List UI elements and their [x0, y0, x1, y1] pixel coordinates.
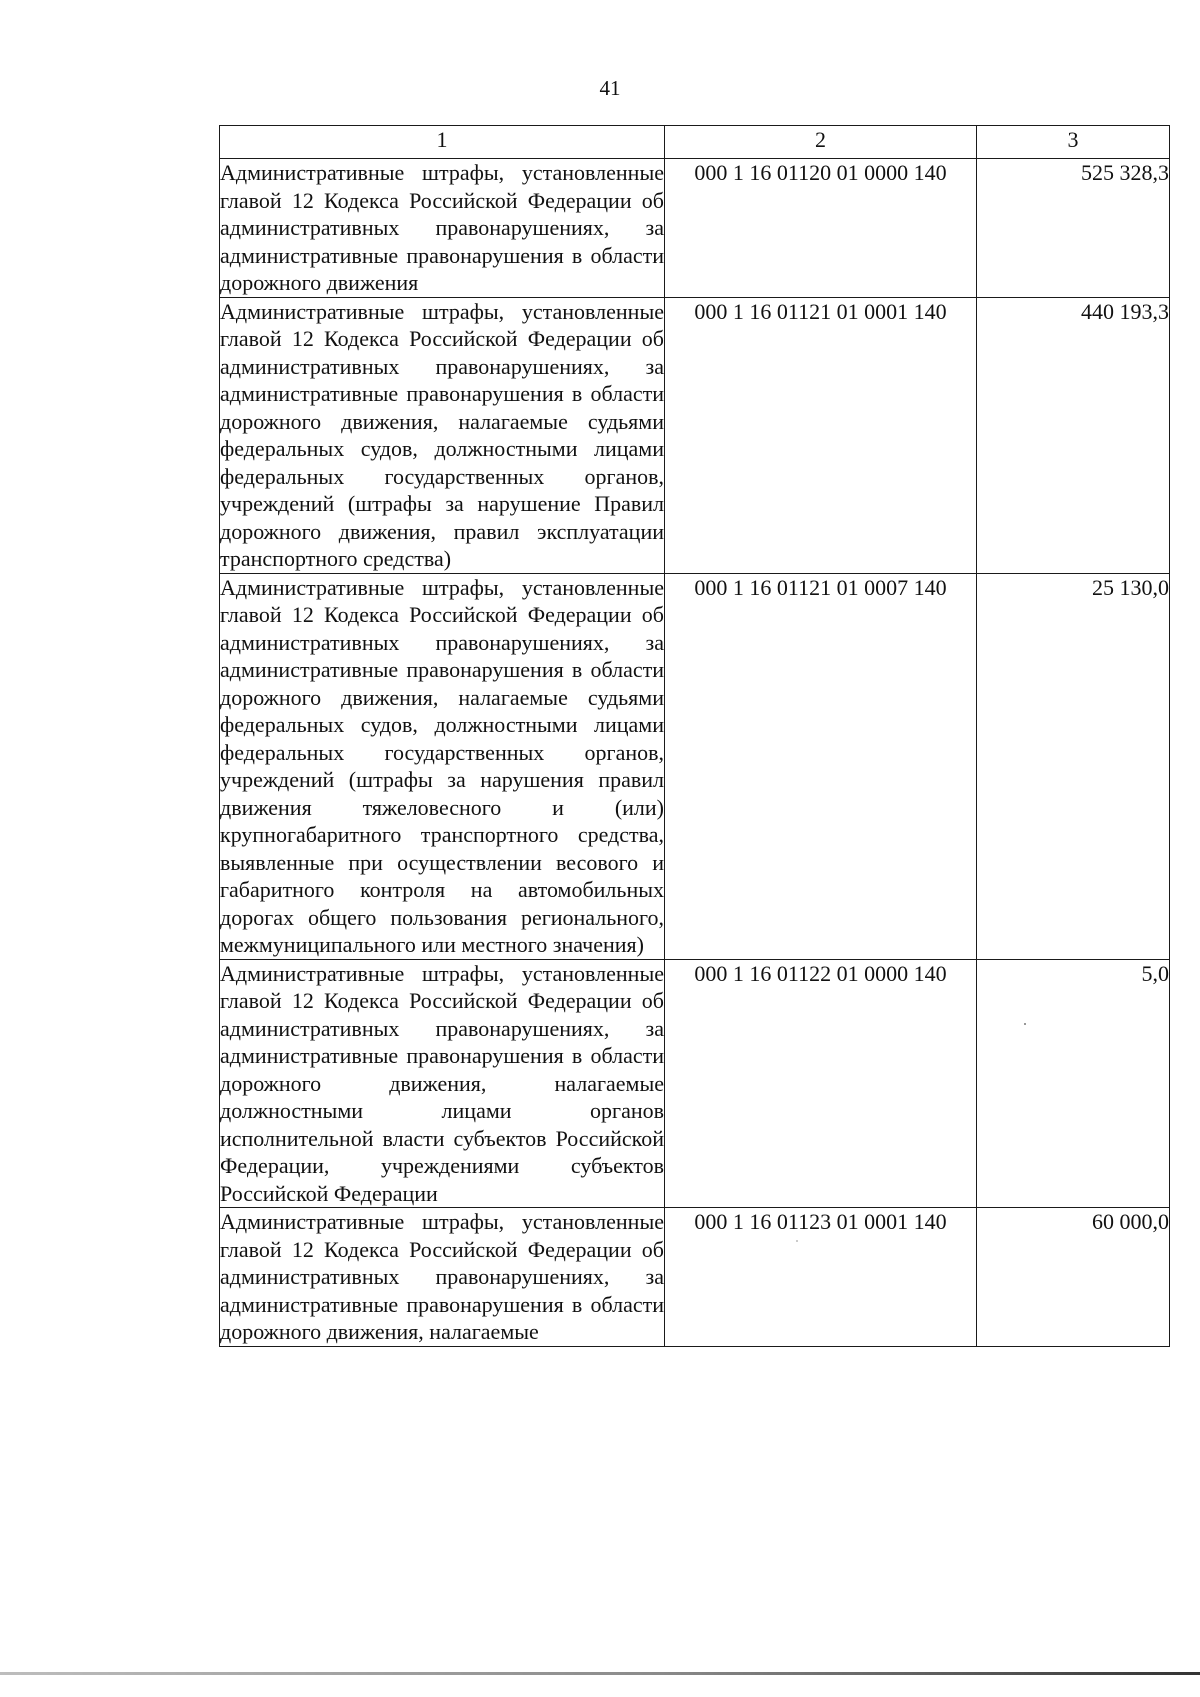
scan-speck: [1024, 1023, 1026, 1025]
row-description: Административные штрафы, установленные главой 12 Кодекса Российской Федерации об административных правонарушениях, за административные правонарушения в области дорожного движения, налагаемые должностными лицами органов исполнительной власти субъектов Российской Федерации, учреждениями субъектов Российской Федерации: [220, 960, 664, 1206]
row-amount: 525 328,3: [977, 159, 1170, 298]
row-description: Административные штрафы, установленные главой 12 Кодекса Российской Федерации об административных правонарушениях, за административные правонарушения в области дорожного движения, налагаемые судьями федеральных судов, должностными лицами федеральных государственных органов, учреждений (штрафы за нарушения правил движения тяжеловесного и (или) крупногабаритного транспортного средства, выявленные при осуществлении весового и габаритного контроля на автомобильных дорогах общего пользования регионального, межмуниципального или местного значения): [220, 574, 664, 957]
row-budget-code: 000 1 16 01122 01 0000 140: [665, 959, 977, 1208]
table-row: [220, 1208, 1170, 1347]
column-header-3: 3: [977, 126, 1170, 159]
row-description: Административные штрафы, установленные главой 12 Кодекса Российской Федерации об административных правонарушениях, за административные правонарушения в области дорожного движения, налагаемые: [220, 1209, 664, 1344]
row-description: Административные штрафы, установленные главой 12 Кодекса Российской Федерации об административных правонарушениях, за административные правонарушения в области дорожного движения, налагаемые судьями федеральных судов, должностными лицами федеральных государственных органов, учреждений (штрафы за нарушение Правил дорожного движения, правил эксплуатации транспортного средства): [220, 298, 664, 571]
row-amount: 60 000,0: [977, 1208, 1170, 1347]
table-row: [220, 159, 1170, 298]
row-amount: 25 130,0: [977, 573, 1170, 959]
row-description: Административные штрафы, установленные главой 12 Кодекса Российской Федерации об административных правонарушениях, за административные правонарушения в области дорожного движения: [220, 160, 664, 295]
row-amount: 440 193,3: [977, 297, 1170, 573]
scan-speck: [796, 1240, 798, 1242]
footer-rule: [0, 1672, 1200, 1675]
table-row: [220, 573, 1170, 959]
page-number: 41: [599, 76, 621, 100]
row-budget-code: 000 1 16 01120 01 0000 140: [665, 159, 977, 298]
row-budget-code: 000 1 16 01121 01 0007 140: [665, 573, 977, 959]
row-budget-code: 000 1 16 01121 01 0001 140: [665, 297, 977, 573]
revenue-table: [219, 125, 1170, 1347]
table-row: [220, 297, 1170, 573]
column-header-1: 1: [220, 126, 665, 159]
row-budget-code: 000 1 16 01123 01 0001 140: [665, 1208, 977, 1347]
column-header-2: 2: [665, 126, 977, 159]
table-row: [220, 959, 1170, 1208]
table-header-row: [220, 126, 1170, 159]
row-amount: 5,0: [977, 959, 1170, 1208]
